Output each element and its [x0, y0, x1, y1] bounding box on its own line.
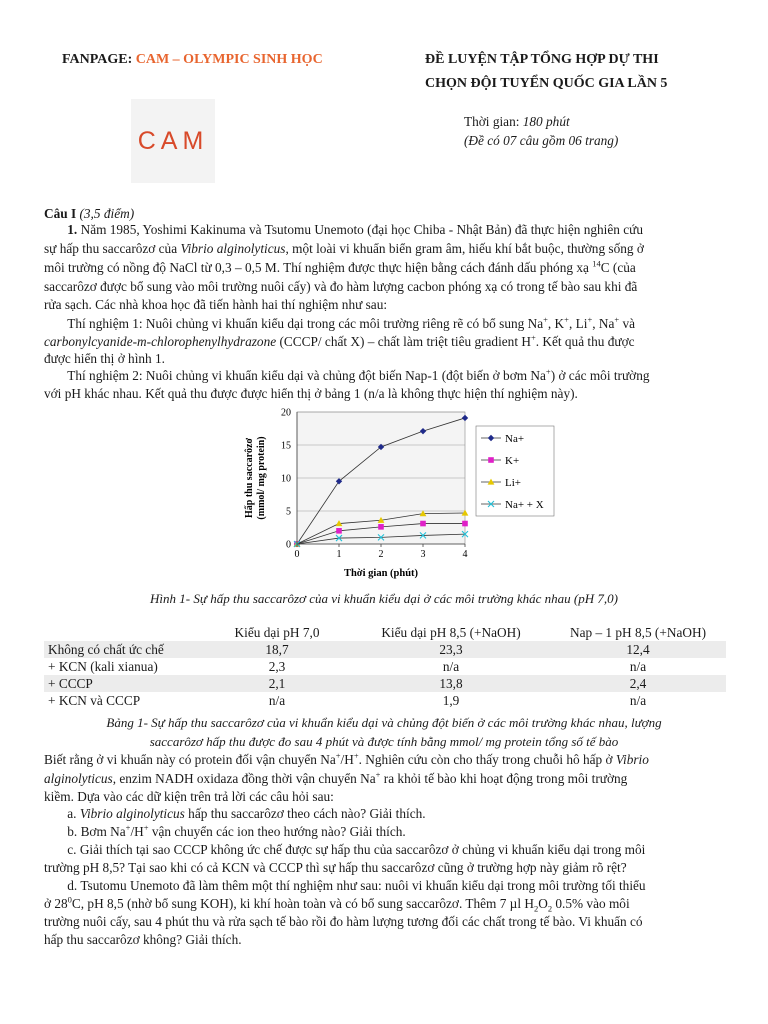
exam-title-line1: ĐỀ LUYỆN TẬP TỔNG HỢP DỰ THI [425, 52, 659, 67]
paragraph-line: carbonylcyanide-m-chlorophenylhydrazone (CCCP/ chất X) – chất làm triệt tiêu gradient H+. Kết quả thu được [44, 332, 635, 349]
x-tick-label: 0 [294, 549, 300, 560]
table-caption-line2: saccarôzơ hấp thu được đo sau 4 phút và được tính bằng mmol/ mg protein tổng số tế bào [149, 734, 619, 749]
uptake-chart [240, 404, 570, 584]
fanpage-name: CAM – OLYMPIC SINH HỌC [135, 52, 323, 67]
cam-logo: CAM [131, 99, 215, 183]
paragraph-line: ở $28^0C$, pH 8,5 (nhờ bổ sung KOH), ki khí hoàn toàn và có bổ sung saccarôzơ. Thêm 7 µl $H_2O_2$ 0.5% vào môi [44, 894, 630, 914]
table-row [44, 692, 726, 709]
legend-label: K+ [505, 455, 520, 467]
paragraph-line: trường pH 8,5? Tại sao khi có cả KCN và CCCP thì sự hấp thu saccarôzơ cũng ở trường hợp này giảm rõ rệt? [44, 860, 627, 875]
data-point [420, 521, 426, 527]
table-row [44, 658, 726, 675]
table-row [44, 641, 726, 658]
legend-label: Na+ [505, 433, 525, 445]
y-tick-label: 0 [286, 539, 291, 551]
table-row [44, 675, 726, 692]
paragraph-line: Thí nghiệm 2: Nuôi chủng vi khuẩn kiểu dại và chủng đột biến Nap-1 (đột biến ở bơm Na+) ở các môi trường [44, 366, 650, 383]
paragraph-line: với pH khác nhau. Kết quả thu được được hiển thị ở bảng 1 (n/a là không thực hiện thí nghiệm này). [44, 386, 578, 401]
table-cell: + CCCP [44, 675, 202, 692]
table-cell: n/a [629, 692, 647, 708]
table-header-cell: Nap – 1 pH 8,5 (+NaOH) [569, 624, 706, 640]
question-heading: Câu I (3,5 điểm) [44, 206, 135, 221]
x-tick-label: 3 [420, 549, 426, 560]
paragraph-line: 1. Năm 1985, Yoshimi Kakinuma và Tsutomu Unemoto (đại học Chiba - Nhật Bản) đã thực hiện nghiên cứu [67, 222, 643, 237]
paragraph-line: trường nuôi cấy, sau 4 phút thu và rửa sạch tế bào rồi đo hàm lượng tương đối các chất trong tế bào. Vi khuẩn có [44, 914, 643, 929]
table-cell: n/a [442, 658, 460, 674]
exam-title-line2: CHỌN ĐỘI TUYỂN QUỐC GIA LẦN 5 [425, 76, 668, 91]
table-cell: 23,3 [352, 641, 550, 658]
x-axis-label: Thời gian (phút) [343, 568, 419, 579]
paragraph-line: c. Giải thích tại sao CCCP không ức chế được sự hấp thu của saccarôzơ ở chủng vi khuẩn kiểu dại trong môi [44, 842, 646, 857]
table-cell: 1,9 [442, 692, 460, 708]
paragraph-line: saccarôzơ được bổ sung vào môi trường nuôi cấy) và đo hàm lượng cacbon phóng xạ có trong tế bào sau khi đã [44, 279, 638, 294]
table-header-cell [44, 624, 202, 641]
table-cell: 2,4 [550, 675, 726, 692]
y-tick-label: 10 [281, 473, 291, 485]
legend-label: Li+ [505, 477, 521, 489]
paragraph-line: sự hấp thu saccarôzơ của Vibrio alginolyticus, một loài vi khuẩn biển gram âm, hiếu khí bắt buộc, thường sống ở [44, 241, 644, 256]
x-tick-label: 4 [462, 549, 468, 560]
paragraph-line: d. Tsutomu Unemoto đã làm thêm một thí nghiệm như sau: nuôi vi khuẩn kiểu dại trong môi trường tối thiểu [44, 878, 646, 893]
table-cell: + KCN (kali xianua) [48, 658, 158, 674]
data-point [462, 521, 468, 527]
table-cell: Không có chất ức chế [44, 641, 202, 658]
table-cell: n/a [629, 658, 647, 674]
table-cell: n/a [268, 692, 286, 708]
x-tick-label: 1 [336, 549, 342, 560]
paragraph-line: Thí nghiệm 1: Nuôi chủng vi khuẩn kiểu dại trong các môi trường riêng rẽ có bổ sung Na+, K+, Li+, Na+ và [44, 314, 636, 331]
legend-label: Na+ + X [505, 499, 544, 511]
paragraph-line: môi trường có nồng độ NaCl từ 0,3 – 0,5 M. Thí nghiệm được thực hiện bằng cách đánh dấu phóng xạ $^{14}$C (của [44, 258, 636, 275]
exam-note: (Đề có 07 câu gồm 06 trang) [464, 133, 619, 148]
table-cell: + KCN và CCCP [48, 692, 141, 708]
paragraph-line: kiềm. Dựa vào các dữ kiện trên trả lời các câu hỏi sau: [44, 789, 334, 804]
data-point [336, 528, 342, 534]
table-header-cell: Kiểu dại pH 8,5 (+NaOH) [381, 624, 521, 640]
table-cell: 2,1 [202, 675, 352, 692]
paragraph-line: a. Vibrio alginolyticus hấp thu saccarôzơ theo cách nào? Giải thích. [44, 806, 426, 821]
legend-marker [488, 457, 494, 463]
paragraph-line: b. Bơm Na+/H+ vận chuyển các ion theo hướng nào? Giải thích. [44, 822, 406, 839]
table-caption-line1: Bảng 1- Sự hấp thu saccarôzơ của vi khuẩn kiểu dại và chủng đột biến ở các môi trường khác nhau, lượng [106, 715, 662, 730]
y-tick-label: 20 [281, 407, 291, 419]
table-header-cell: Kiểu dại pH 7,0 [234, 624, 320, 640]
paragraph-line: rửa sạch. Các nhà khoa học đã tiến hành hai thí nghiệm như sau: [44, 297, 388, 312]
table-cell: 13,8 [352, 675, 550, 692]
y-axis-label-line1: Hấp thu saccarôzơ [244, 438, 255, 518]
table-cell: 18,7 [202, 641, 352, 658]
paragraph-line: alginolyticus, enzim NADH oxidaza đồng thời vận chuyển Na+ ra khỏi tế bào khi hoạt động trong môi trường [44, 769, 628, 786]
y-tick-label: 15 [281, 440, 291, 452]
exam-time: Thời gian: 180 phút [464, 114, 570, 129]
y-axis-label-line2: (mmol/ mg protein) [256, 436, 267, 520]
paragraph-line: được hiển thị ở hình 1. [44, 351, 165, 366]
results-table [44, 624, 726, 709]
figure-caption: Hình 1- Sự hấp thu saccarôzơ của vi khuẩn kiểu dại ở các môi trường khác nhau (pH 7,0) [150, 591, 618, 606]
fanpage-label: FANPAGE: CAM – OLYMPIC SINH HỌC [62, 52, 323, 67]
x-tick-label: 2 [378, 549, 384, 560]
y-tick-label: 5 [286, 506, 291, 518]
paragraph-line: Biết rằng ở vi khuẩn này có protein đối vận chuyển Na+/H+. Nghiên cứu còn cho thấy trong chuỗi hô hấp ở Vibrio [44, 750, 649, 767]
paragraph-line: hấp thu saccarôzơ không? Giải thích. [44, 932, 242, 947]
table-cell: 2,3 [268, 658, 286, 674]
data-point [378, 524, 384, 530]
table-cell: 12,4 [550, 641, 726, 658]
